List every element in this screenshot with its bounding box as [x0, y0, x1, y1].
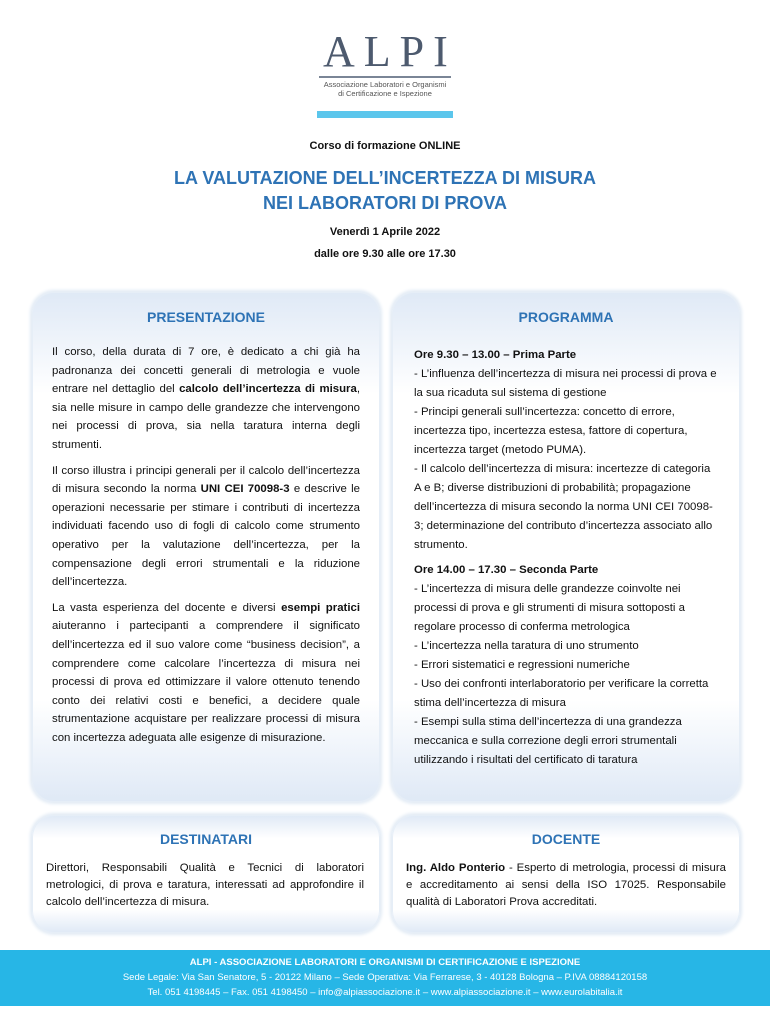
- logo-subtitle-2: di Certificazione e Ispezione: [338, 89, 432, 98]
- destinatari-heading: DESTINATARI: [159, 831, 253, 847]
- programma-part2-heading: Ore 14.00 – 17.30 – Seconda Parte: [414, 564, 599, 576]
- course-title: [0, 166, 770, 216]
- presentazione-paragraph-1: Il corso, della durata di 7 ore, è dedicato a chi già ha padronanza dei concetti generali di metrologia e vuole entrare nel dettaglio del calcolo dell’incertezza di misura, sia nelle misure in campo delle grandezze che intervengono nei processi di prova, sia nella taratura interna degli strumenti.: [52, 346, 361, 451]
- presentazione-paragraph-2: Il corso illustra i principi generali per il calcolo dell’incertezza di misura secondo la norma UNI CEI 70098-3 e descrive le operazioni necessarie per stimare i contributi di incertezza individuati facendo uso di fogli di calcolo come strumento operativo per la valutazione dell’incertezza, per la compensazione degli errori strumentali e la riduzione dell’incertezza.: [52, 464, 360, 589]
- programma-part1-heading: Ore 9.30 – 13.00 – Prima Parte: [414, 349, 577, 361]
- docente-text: Ing. Aldo Ponterio - Esperto di metrologia, processi di misura e accreditamento ai sensi della ISO 17025. Responsabile qualità di Laboratori Prova accreditati.: [406, 862, 726, 908]
- course-date: Venerdì 1 Aprile 2022: [329, 226, 441, 238]
- logo-wordmark: ALPI: [323, 27, 457, 76]
- course-time: dalle ore 9.30 alle ore 17.30: [314, 248, 456, 260]
- course-kicker: Corso di formazione ONLINE: [309, 140, 461, 152]
- docente-heading: DOCENTE: [531, 831, 601, 847]
- presentazione-paragraph-3: La vasta esperienza del docente e diversi esempi pratici aiuteranno i partecipanti a comprendere il significato dell’incertezza ed il suo valore come “business decision”, a comprendere come calcolare l’incertezza di misura nei processi di prova ed ottimizzare il valore ottenuto tenendo conto dei relativi costi e benefici, a decidere quale strumentazione acquistare per realizzare processi di misura con incertezza adeguata alle esigenze di misurazione.: [52, 601, 360, 744]
- programma-part2-item: - Errori sistematici e regressioni numeriche: [414, 659, 630, 671]
- presentazione-heading: PRESENTAZIONE: [147, 309, 265, 325]
- programma-part1-item: - Il calcolo dell’incertezza di misura: incertezze di categoria A e B; diverse distribuzioni di probabilità; propagazione dell’incertezza di misura secondo la norma UNI CEI 70098-3; determinazione del contributo d’incertezza associato allo strumento.: [414, 463, 713, 551]
- programma-part2-item: - Esempi sulla stima dell’incertezza di una grandezza meccanica e sulla correzione degli errori strumentali utilizzando i risultati del certificato di taratura: [414, 716, 682, 766]
- logo-subtitle-1: Associazione Laboratori e Organismi: [323, 80, 447, 89]
- footer-address: Sede Legale: Via San Senatore, 5 - 20122 Milano – Sede Operativa: Via Ferrarese, 3 - 40128 Bologna – P.IVA 08884120158: [122, 972, 648, 983]
- course-title-line1: LA VALUTAZIONE DELL’INCERTEZZA DI MISURA: [174, 168, 596, 188]
- programma-text: [414, 346, 718, 770]
- programma-part2-item: - Uso dei confronti interlaboratorio per verificare la corretta stima dell’incertezza di misura: [414, 678, 709, 709]
- logo-divider: [319, 76, 451, 78]
- destinatari-text: Direttori, Responsabili Qualità e Tecnici di laboratori metrologici, di prova e taratura, interessati ad approfondire il calcolo dell’incertezza di misura.: [46, 862, 364, 908]
- course-title-line2: NEI LABORATORI DI PROVA: [262, 193, 507, 213]
- footer: [0, 950, 770, 1006]
- logo-accent-bar: [317, 111, 453, 118]
- footer-contacts: Tel. 051 4198445 – Fax. 051 4198450 – info@alpiassociazione.it – www.alpiassociazione.it – www.eurolabitalia.it: [147, 987, 623, 998]
- programma-heading: PROGRAMMA: [518, 309, 614, 325]
- programma-part1-item: - L’influenza dell’incertezza di misura nei processi di prova e la sua ricaduta sul sistema di gestione: [414, 368, 717, 399]
- docente-name: Ing. Aldo Ponterio: [406, 862, 506, 874]
- presentazione-text: [52, 343, 360, 754]
- alpi-logo: [317, 27, 457, 98]
- programma-part2-item: - L’incertezza nella taratura di uno strumento: [414, 640, 639, 652]
- programma-part2-item: - L’incertezza di misura delle grandezze coinvolte nei processi di prova e gli strumenti di misura sottoposti a regolare processo di conferma metrologica: [414, 583, 685, 633]
- programma-part1-item: - Principi generali sull’incertezza: concetto di errore, incertezza tipo, incertezza estesa, fattore di copertura, incertezza target (metodo PUMA).: [414, 406, 688, 456]
- footer-org-name: ALPI - ASSOCIAZIONE LABORATORI E ORGANISMI DI CERTIFICAZIONE E ISPEZIONE: [189, 957, 581, 968]
